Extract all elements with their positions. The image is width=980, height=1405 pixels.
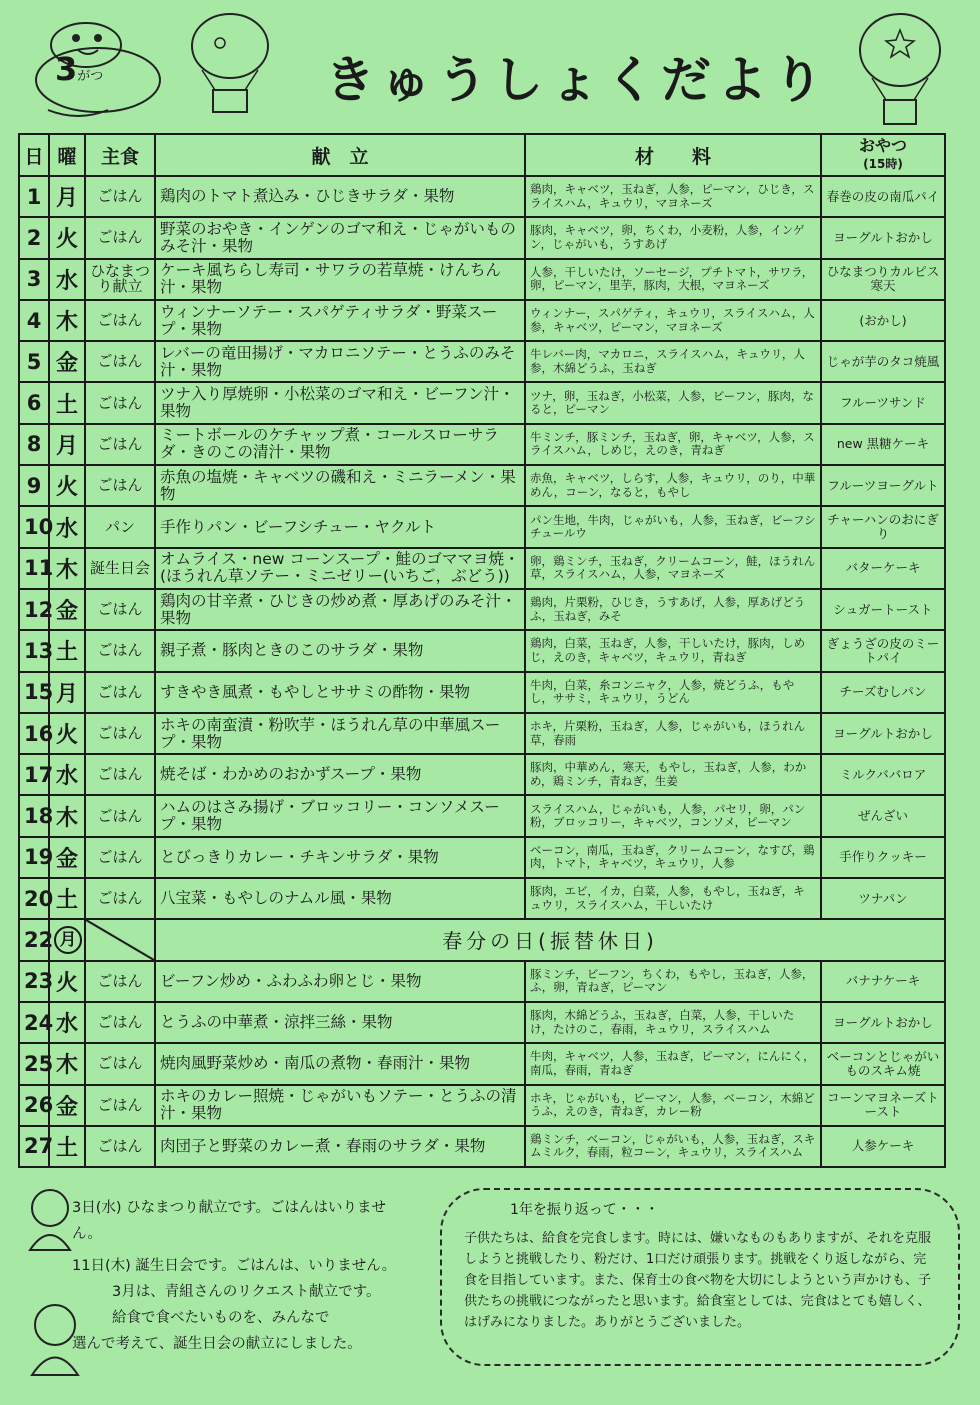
dow-cell: 火 <box>49 217 85 258</box>
staple-cell: ごはん <box>85 1126 155 1167</box>
menu-cell: ミートボールのケチャップ煮・コールスローサラダ・きのこの清汁・果物 <box>155 424 525 465</box>
holiday-cell: 春分の日(振替休日) <box>155 919 945 960</box>
table-row <box>19 837 945 878</box>
table-row <box>19 630 945 671</box>
dow-cell: 火 <box>49 465 85 506</box>
table-row <box>19 465 945 506</box>
header-staple: 主食 <box>85 134 155 176</box>
snack-cell: チーズむしパン <box>821 672 945 713</box>
staple-cell: ごはん <box>85 1002 155 1043</box>
snack-cell: ツナパン <box>821 878 945 919</box>
day-cell: 6 <box>19 382 49 423</box>
ingredients-cell: 豚肉，木綿どうふ，玉ねぎ，白菜，人参，干しいたけ，たけのこ，春雨，キュウリ，スライスハム <box>525 1002 821 1043</box>
staple-cell: ごはん <box>85 795 155 836</box>
snack-cell: じゃが芋のタコ焼風 <box>821 341 945 382</box>
hina-doll-emperor-illustration <box>20 1180 80 1260</box>
ingredients-cell: ホキ，じゃがいも，ピーマン，人参，ベーコン，木綿どうふ，えのき，青ねぎ，カレー粉 <box>525 1085 821 1126</box>
menu-cell: 赤魚の塩焼・キャベツの磯和え・ミニラーメン・果物 <box>155 465 525 506</box>
dow-cell: 水 <box>49 1002 85 1043</box>
snack-cell: ミルクババロア <box>821 754 945 795</box>
note-line: 11日(木) 誕生日会です。ごはんは、いりません。 <box>72 1258 397 1274</box>
table-row <box>19 1085 945 1126</box>
day-cell: 24 <box>19 1002 49 1043</box>
dow-cell: 水 <box>49 754 85 795</box>
day-cell: 1 <box>19 176 49 217</box>
snack-cell: ヨーグルトおかし <box>821 713 945 754</box>
message-body: 子供たちは、給食を完食します。時には、嫌いなものもありますが、それを克服しようと挑戦したり、粉だけ、1口だけ頑張ります。挑戦をくり返しながら、完食を目指しています。また、保育士の食べ物を大切にしようという声かけも、子供たちの挑戦につながったと思います。給食室としては、完食はとても嬉しく、はげみになりました。ありがとうございました。 <box>464 1231 931 1330</box>
day-cell: 25 <box>19 1043 49 1084</box>
ingredients-cell: 牛ミンチ，豚ミンチ，玉ねぎ，卵，キャベツ，人参，スライスハム，しめじ，えのき，青ねぎ <box>525 424 821 465</box>
table-row <box>19 300 945 341</box>
ingredients-cell: ツナ，卵，玉ねぎ，小松菜，人参，ビーフン，豚肉，なると，ピーマン <box>525 382 821 423</box>
staple-cell: ごはん <box>85 1085 155 1126</box>
ingredients-cell: 人参，干しいたけ，ソーセージ，プチトマト，サワラ，卵，ピーマン，里芋，豚肉，大根，マヨネーズ <box>525 259 821 300</box>
staple-cell: ごはん <box>85 961 155 1002</box>
header-row <box>19 134 945 176</box>
table-row <box>19 1043 945 1084</box>
day-cell: 18 <box>19 795 49 836</box>
ingredients-cell: ベーコン，南瓜，玉ねぎ，クリームコーン，なすび，鶏肉，トマト，キャベツ，キュウリ，人参 <box>525 837 821 878</box>
dow-cell: 火 <box>49 961 85 1002</box>
ingredients-cell: パン生地，牛肉，じゃがいも，人参，玉ねぎ，ビーフシチュールウ <box>525 506 821 547</box>
menu-cell: 焼肉風野菜炒め・南瓜の煮物・春雨汁・果物 <box>155 1043 525 1084</box>
menu-cell: ウィンナーソテー・スパゲティサラダ・野菜スープ・果物 <box>155 300 525 341</box>
table-row <box>19 1002 945 1043</box>
day-cell: 8 <box>19 424 49 465</box>
table-row <box>19 713 945 754</box>
dow-cell: 金 <box>49 837 85 878</box>
note-line: 選んで考えて、誕生日会の献立にしました。 <box>72 1336 362 1352</box>
table-row <box>19 795 945 836</box>
dow-cell <box>49 919 85 960</box>
snack-cell: new 黒糖ケーキ <box>821 424 945 465</box>
staple-cell: ごはん <box>85 382 155 423</box>
table-row <box>19 424 945 465</box>
menu-cell: ハムのはさみ揚げ・ブロッコリー・コンソメスープ・果物 <box>155 795 525 836</box>
staple-cell: ごはん <box>85 465 155 506</box>
menu-cell: とびっきりカレー・チキンサラダ・果物 <box>155 837 525 878</box>
staple-cell: ごはん <box>85 630 155 671</box>
ingredients-cell: 牛レバー肉，マカロニ，スライスハム，キュウリ，人参，木綿どうふ，玉ねぎ <box>525 341 821 382</box>
day-cell: 12 <box>19 589 49 630</box>
day-cell: 22 <box>19 919 49 960</box>
snack-cell: コーンマヨネーズトースト <box>821 1085 945 1126</box>
staple-cell: ごはん <box>85 589 155 630</box>
menu-cell: 手作りパン・ビーフシチュー・ヤクルト <box>155 506 525 547</box>
staple-cell: ごはん <box>85 341 155 382</box>
dow-cell: 月 <box>49 424 85 465</box>
ingredients-cell: 豚肉，中華めん，寒天，もやし，玉ねぎ，人参，わかめ，鶏ミンチ，青ねぎ，生姜 <box>525 754 821 795</box>
notes-section <box>72 1195 412 1357</box>
menu-cell: 焼そば・わかめのおかずスープ・果物 <box>155 754 525 795</box>
dow-cell: 木 <box>49 795 85 836</box>
balloon-cat-illustration <box>850 8 950 128</box>
menu-cell: 八宝菜・もやしのナムル風・果物 <box>155 878 525 919</box>
table-row <box>19 961 945 1002</box>
month-suffix: がつ <box>77 69 104 84</box>
page-title: きゅうしょくだより <box>325 51 829 109</box>
dow-cell: 金 <box>49 1085 85 1126</box>
day-cell: 20 <box>19 878 49 919</box>
staple-cell: ごはん <box>85 713 155 754</box>
staple-cell: ひなまつり献立 <box>85 259 155 300</box>
dow-cell: 水 <box>49 259 85 300</box>
ingredients-cell: 牛肉，キャベツ，人参，玉ねぎ，ピーマン，にんにく，南瓜，春雨，青ねぎ <box>525 1043 821 1084</box>
dow-cell: 水 <box>49 506 85 547</box>
note-line: 3月は、青組さんのリクエスト献立です。 <box>112 1284 381 1300</box>
menu-cell: レバーの竜田揚げ・マカロニソテー・とうふのみそ汁・果物 <box>155 341 525 382</box>
ingredients-cell: ウィンナー，スパゲティ，キュウリ，スライスハム，人参，キャベツ，ピーマン，マヨネーズ <box>525 300 821 341</box>
day-cell: 23 <box>19 961 49 1002</box>
table-row <box>19 589 945 630</box>
staple-cell: ごはん <box>85 837 155 878</box>
table-row <box>19 382 945 423</box>
menu-cell: ケーキ風ちらし寿司・サワラの若草焼・けんちん汁・果物 <box>155 259 525 300</box>
header-menu: 献 立 <box>155 134 525 176</box>
dow-cell: 金 <box>49 341 85 382</box>
snack-cell: ヨーグルトおかし <box>821 1002 945 1043</box>
balloon-rabbit-illustration <box>180 8 280 118</box>
month-badge <box>55 50 103 88</box>
dow-cell: 月 <box>49 176 85 217</box>
dow-cell: 火 <box>49 713 85 754</box>
day-cell: 4 <box>19 300 49 341</box>
table-row <box>19 341 945 382</box>
staple-cell: ごはん <box>85 1043 155 1084</box>
dow-cell: 金 <box>49 589 85 630</box>
table-row <box>19 1126 945 1167</box>
dow-cell: 木 <box>49 300 85 341</box>
snack-cell: チャーハンのおにぎり <box>821 506 945 547</box>
note-line: 給食で食べたいものを、みんなで <box>112 1310 330 1326</box>
snack-cell: フルーツサンド <box>821 382 945 423</box>
header-snack-time: (15時) <box>863 157 903 171</box>
day-cell: 27 <box>19 1126 49 1167</box>
menu-cell: 野菜のおやき・インゲンのゴマ和え・じゃがいものみそ汁・果物 <box>155 217 525 258</box>
header-snack <box>821 134 945 176</box>
table-row <box>19 548 945 589</box>
day-cell: 10 <box>19 506 49 547</box>
dow-cell: 月 <box>49 672 85 713</box>
header-snack-label: おやつ <box>858 136 907 155</box>
dow-holiday-mark: 月 <box>54 926 82 954</box>
ingredients-cell: 豚肉，エビ，イカ，白菜，人参，もやし，玉ねぎ，キュウリ，スライスハム，干しいたけ <box>525 878 821 919</box>
day-cell: 19 <box>19 837 49 878</box>
message-box <box>440 1188 960 1366</box>
menu-cell: オムライス・new コーンスープ・鮭のゴママヨ焼・(ほうれん草ソテー・ミニゼリー(いちご，ぶどう)) <box>155 548 525 589</box>
snack-cell: シュガートースト <box>821 589 945 630</box>
staple-cell: ごはん <box>85 424 155 465</box>
snack-cell: バナナケーキ <box>821 961 945 1002</box>
staple-cell: ごはん <box>85 176 155 217</box>
day-cell: 5 <box>19 341 49 382</box>
header-dow: 曜 <box>49 134 85 176</box>
menu-cell: 肉団子と野菜のカレー煮・春雨のサラダ・果物 <box>155 1126 525 1167</box>
staple-cell: ごはん <box>85 754 155 795</box>
day-cell: 17 <box>19 754 49 795</box>
menu-cell: ホキのカレー照焼・じゃがいもソテー・とうふの清汁・果物 <box>155 1085 525 1126</box>
menu-cell: ビーフン炒め・ふわふわ卵とじ・果物 <box>155 961 525 1002</box>
table-row <box>19 259 945 300</box>
ingredients-cell: 鶏肉，キャベツ，玉ねぎ，人参，ピーマン，ひじき，スライスハム，キュウリ，マヨネーズ <box>525 176 821 217</box>
day-cell: 9 <box>19 465 49 506</box>
staple-cell: パン <box>85 506 155 547</box>
snack-cell: 人参ケーキ <box>821 1126 945 1167</box>
menu-table <box>18 133 946 1168</box>
staple-cell: ごはん <box>85 217 155 258</box>
day-cell: 15 <box>19 672 49 713</box>
staple-cell: 誕生日会 <box>85 548 155 589</box>
snack-cell: 春巻の皮の南瓜パイ <box>821 176 945 217</box>
ingredients-cell: 鶏肉，片栗粉，ひじき，うすあげ，人参，厚あげどうふ，玉ねぎ，みそ <box>525 589 821 630</box>
day-cell: 16 <box>19 713 49 754</box>
snack-cell: ベーコンとじゃがいものスキム焼 <box>821 1043 945 1084</box>
menu-cell: 鶏肉のトマト煮込み・ひじきサラダ・果物 <box>155 176 525 217</box>
ingredients-cell: 赤魚，キャベツ，しらす，人参，キュウリ，のり，中華めん，コーン，なると，もやし <box>525 465 821 506</box>
menu-cell: ツナ入り厚焼卵・小松菜のゴマ和え・ビーフン汁・果物 <box>155 382 525 423</box>
menu-body <box>19 176 945 1167</box>
snack-cell: 手作りクッキー <box>821 837 945 878</box>
header-day: 日 <box>19 134 49 176</box>
ingredients-cell: 鶏肉，白菜，玉ねぎ，人参，干しいたけ，豚肉，しめじ，えのき，キャベツ，キュウリ，青ねぎ <box>525 630 821 671</box>
snack-cell: バターケーキ <box>821 548 945 589</box>
day-cell: 2 <box>19 217 49 258</box>
ingredients-cell: 卵，鶏ミンチ，玉ねぎ，クリームコーン，鮭，ほうれん草，スライスハム，人参，マヨネーズ <box>525 548 821 589</box>
snack-cell: ひなまつりカルピス寒天 <box>821 259 945 300</box>
message-title: 1年を振り返って・・・ <box>510 1202 659 1218</box>
snack-cell: (おかし) <box>821 300 945 341</box>
staple-cell-empty <box>85 919 155 960</box>
snack-cell: ぜんざい <box>821 795 945 836</box>
month-number: 3 <box>55 50 78 88</box>
table-row <box>19 878 945 919</box>
menu-cell: とうふの中華煮・涼拌三絲・果物 <box>155 1002 525 1043</box>
table-row <box>19 754 945 795</box>
dow-cell: 土 <box>49 630 85 671</box>
dow-cell: 土 <box>49 1126 85 1167</box>
snack-cell: ヨーグルトおかし <box>821 217 945 258</box>
day-cell: 26 <box>19 1085 49 1126</box>
dow-cell: 木 <box>49 548 85 589</box>
day-cell: 11 <box>19 548 49 589</box>
ingredients-cell: 牛肉，白菜，糸コンニャク，人参，焼どうふ，もやし，ササミ，キュウリ，うどん <box>525 672 821 713</box>
ingredients-cell: スライスハム，じゃがいも，人参，パセリ，卵，パン粉，ブロッコリー，キャベツ，コンソメ，ピーマン <box>525 795 821 836</box>
snack-cell: ぎょうざの皮のミートパイ <box>821 630 945 671</box>
table-row <box>19 217 945 258</box>
day-cell: 3 <box>19 259 49 300</box>
staple-cell: ごはん <box>85 878 155 919</box>
dow-cell: 土 <box>49 878 85 919</box>
menu-cell: 鶏肉の甘辛煮・ひじきの炒め煮・厚あげのみそ汁・果物 <box>155 589 525 630</box>
ingredients-cell: 豚ミンチ，ビーフン，ちくわ，もやし，玉ねぎ，人参，ふ，卵，青ねぎ，ピーマン <box>525 961 821 1002</box>
ingredients-cell: 豚肉，キャベツ，卵，ちくわ，小麦粉，人参，インゲン，じゃがいも，うすあげ <box>525 217 821 258</box>
menu-cell: 親子煮・豚肉ときのこのサラダ・果物 <box>155 630 525 671</box>
table-row <box>19 919 945 960</box>
staple-cell: ごはん <box>85 300 155 341</box>
header-ingredients: 材 料 <box>525 134 821 176</box>
snack-cell: フルーツヨーグルト <box>821 465 945 506</box>
day-cell: 13 <box>19 630 49 671</box>
dow-cell: 土 <box>49 382 85 423</box>
table-row <box>19 176 945 217</box>
ingredients-cell: 鶏ミンチ，ベーコン，じゃがいも，人参，玉ねぎ，スキムミルク，春雨，粒コーン，キュウリ，スライスハム <box>525 1126 821 1167</box>
menu-cell: すきやき風煮・もやしとササミの酢物・果物 <box>155 672 525 713</box>
note-line: 3日(水) ひなまつり献立です。ごはんはいりません。 <box>72 1200 386 1242</box>
table-row <box>19 672 945 713</box>
dow-cell: 木 <box>49 1043 85 1084</box>
staple-cell: ごはん <box>85 672 155 713</box>
table-row <box>19 506 945 547</box>
menu-cell: ホキの南蛮漬・粉吹芋・ほうれん草の中華風スープ・果物 <box>155 713 525 754</box>
ingredients-cell: ホキ，片栗粉，玉ねぎ，人参，じゃがいも，ほうれん草，春雨 <box>525 713 821 754</box>
